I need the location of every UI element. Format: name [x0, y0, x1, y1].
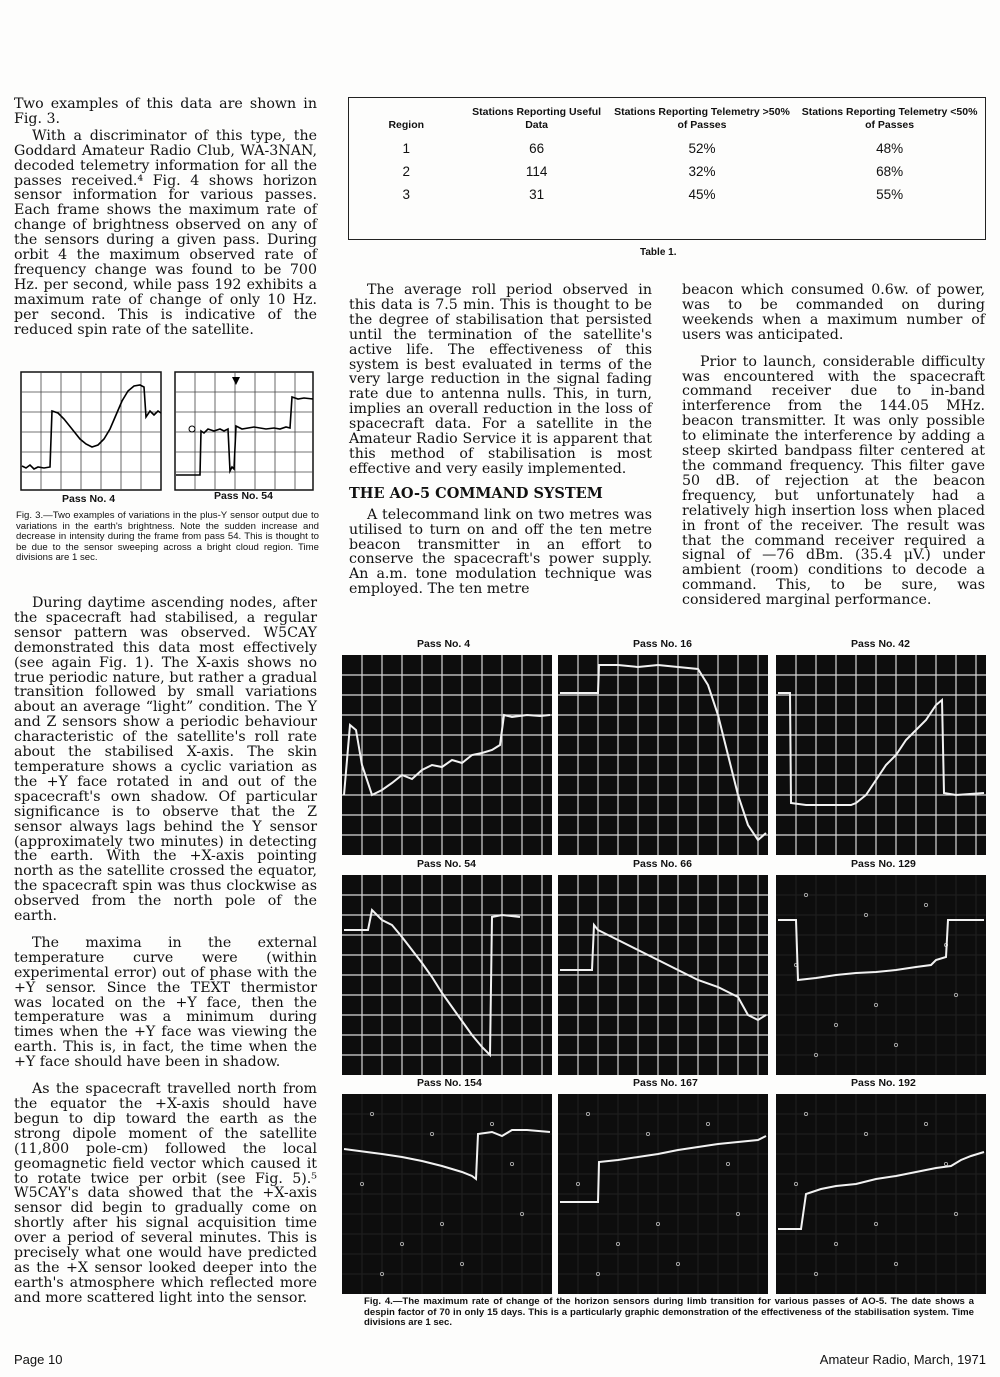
- fig4-label: Pass No. 42: [851, 638, 910, 650]
- paragraph: With a discriminator of this type, the Goddard Amateur Radio Club, WA-3NAN, decoded telemetry information for all the passes received.⁴ Fig. 4 shows horizon sensor information for various passes. Each frame shows the maximum rate of change of brightness observed on any of the sensors during a given pass. During orbit 4 the maximum observed rate of frequency change was found to be 700 Hz. per second, while pass 192 exhibits a maximum rate of change of only 10 Hz. per second. This is indicative of the reduced spin rate of the satellite.: [14, 127, 317, 338]
- fig4-scope-trace: [342, 875, 552, 1075]
- fig4-caption: Fig. 4.—The maximum rate of change of the horizon sensors during limb transition for various passes of AO-5. The date shows a despin factor of 70 in only 15 days. This is a particularly graphic demonstration of the effectiveness of the stabilisation system. Time divisions are 1 sec.: [364, 1296, 974, 1328]
- paragraph: Prior to launch, considerable difficulty was encountered with the spacecraft command receiver due to in-band interference from the 144.05 MHz. beacon transmitter. It was only possible to eliminate the interference by adding a steep skirted bandpass filter centered at the command frequency. This filter gave 50 dB. of rejection at the beacon frequency, but unfortunately had a relatively high insertion loss when placed in front of the receiver. The result was that the command receiver required a signal of —76 dBm. (35.4 μV.) under ambient (room) conditions to decode a command. This, to be sure, was considered marginal performance.: [682, 353, 985, 609]
- left-column-top: [14, 97, 317, 350]
- fig4-label: Pass No. 129: [851, 858, 916, 870]
- table-cell: 31: [529, 187, 545, 202]
- table-row: [349, 138, 985, 161]
- table-cell: 114: [525, 164, 548, 179]
- fig4-scope-trace: [342, 655, 552, 855]
- page-number: Page 10: [14, 1352, 63, 1367]
- fig4-label: Pass No. 154: [417, 1077, 482, 1089]
- fig4-scope-trace: [776, 655, 986, 855]
- fig4-scope-trace: [342, 1094, 552, 1294]
- right-column: [682, 283, 985, 620]
- table-cell: 66: [529, 141, 545, 156]
- publication-info: Amateur Radio, March, 1971: [819, 1352, 986, 1367]
- fig4-scope-trace: [776, 1094, 986, 1294]
- fig4-label: Pass No. 167: [633, 1077, 698, 1089]
- paragraph: beacon which consumed 0.6w. of power, was to be commanded on during weekends when a maximum number of users was anticipated.: [682, 282, 985, 343]
- table-cell: 55%: [876, 187, 904, 202]
- left-column-bottom: [14, 596, 317, 1318]
- middle-column: [349, 283, 652, 609]
- table-row: [349, 161, 985, 184]
- table-cell: 52%: [688, 141, 716, 156]
- fig3-trace-pass-54: [174, 371, 314, 491]
- table-cell: 32%: [688, 164, 716, 179]
- fig4-scope-trace: [776, 875, 986, 1075]
- table-cell: 3: [402, 187, 410, 202]
- fig4-scope-trace: [558, 655, 768, 855]
- table-header: Region: [388, 119, 425, 131]
- table-cell: 2: [402, 164, 410, 179]
- paragraph: As the spacecraft travelled north from the equator the +X-axis should have begun to dip toward the earth as the strong dipole moment of the satellite (11,800 pole-cm) followed the local geomagnetic field vector which caused it to rotate twice per orbit (see Fig. 5).⁵ W5CAY's data showed that the +X-axis sensor did begin to gradually come on shortly after his signal acquisition time over a period of several minutes. This is precisely what one would have predicted as the +X sensor looked deeper into the earth's atmosphere which reflected more and more scattered light into the sensor.: [14, 1081, 317, 1306]
- fig3-trace-pass-4: [20, 371, 162, 491]
- table-cell: 68%: [876, 164, 904, 179]
- paragraph: A telecommand link on two metres was utilised to turn on and off the ten metre beacon transmitter in an effort to conserve the spacecraft's power supply. An a.m. tone modulation technique was employed. The ten metre: [349, 506, 652, 598]
- table-cell: 1: [402, 141, 410, 156]
- section-heading: THE AO-5 COMMAND SYSTEM: [349, 484, 603, 502]
- table-cell: 45%: [688, 187, 716, 202]
- fig4-scope-trace: [558, 1094, 768, 1294]
- table-header: Stations Reporting Useful Data: [472, 106, 602, 131]
- paragraph: The average roll period observed in this data is 7.5 min. This is thought to be the degree of stabilisation that persisted until the termination of the satellite's active life. The effectiveness of this system is best evaluated in terms of the very large reduction in the signal fading rate due to antenna nulls. This, in turn, implies an overall reduction in the loss of spacecraft data. For a satellite in the Amateur Radio Service it is apparent that this method of stabilisation is most effective and very easily implemented.: [349, 282, 652, 477]
- paragraph: The maxima in the external temperature curve were (within experimental error) out of phase with the +Y sensor. Since the TEXT thermistor was located on the +Y face, then the temperature was a minimum during times when the +Y face was viewing the earth. This is, in fact, the time when the +Y face should have been in shadow.: [14, 934, 317, 1071]
- fig4-label: Pass No. 4: [417, 638, 471, 650]
- paragraph: During daytime ascending nodes, after the spacecraft had stabilised, a regular sensor pattern was observed. W5CAY demonstrated this data most effectively (see again Fig. 1). The X-axis shows no true periodic nature, but rather a gradual transition followed by small variations about an average “light” condition. The Y and Z sensors show a periodic behaviour characteristic of the satellite's roll rate about the stabilised X-axis. The skin temperature shows a cyclic variation as the +Y face rotated in and out of the spacecraft's own shadow. Of particular significance is to observe that the Z sensor always lags behind the Y sensor (approximately two minutes) in detecting the earth. With the +X-axis pointing north as the satellite crossed the equator, the spacecraft spin was thus clockwise as observed from the north pole of the earth.: [14, 595, 317, 925]
- fig3-label-pass-54: Pass No. 54: [214, 490, 273, 502]
- fig3-label-pass-4: Pass No. 4: [62, 493, 116, 505]
- fig4-label: Pass No. 192: [851, 1077, 916, 1089]
- table-cell: 48%: [876, 141, 904, 156]
- paragraph: Two examples of this data are shown in Fig. 3.: [14, 96, 317, 127]
- table-1: [348, 97, 986, 240]
- fig3-caption: Fig. 3.—Two examples of variations in the plus-Y sensor output due to variations in the earth's brightness. Note the sudden increase and decrease in intensity during the frame from pass 54. This is thought to be due to the sensor sweeping across a bright cloud region. Time divisions are 1 sec.: [16, 510, 319, 563]
- fig4-scope-trace: [558, 875, 768, 1075]
- table-row: [349, 184, 985, 207]
- table-header: Stations Reporting Telemetry <50% of Passes: [801, 106, 978, 131]
- table-1-caption: Table 1.: [640, 247, 677, 258]
- fig4-label: Pass No. 54: [417, 858, 476, 870]
- table-header: Stations Reporting Telemetry >50% of Passes: [614, 106, 790, 131]
- fig4-label: Pass No. 66: [633, 858, 692, 870]
- fig4-label: Pass No. 16: [633, 638, 692, 650]
